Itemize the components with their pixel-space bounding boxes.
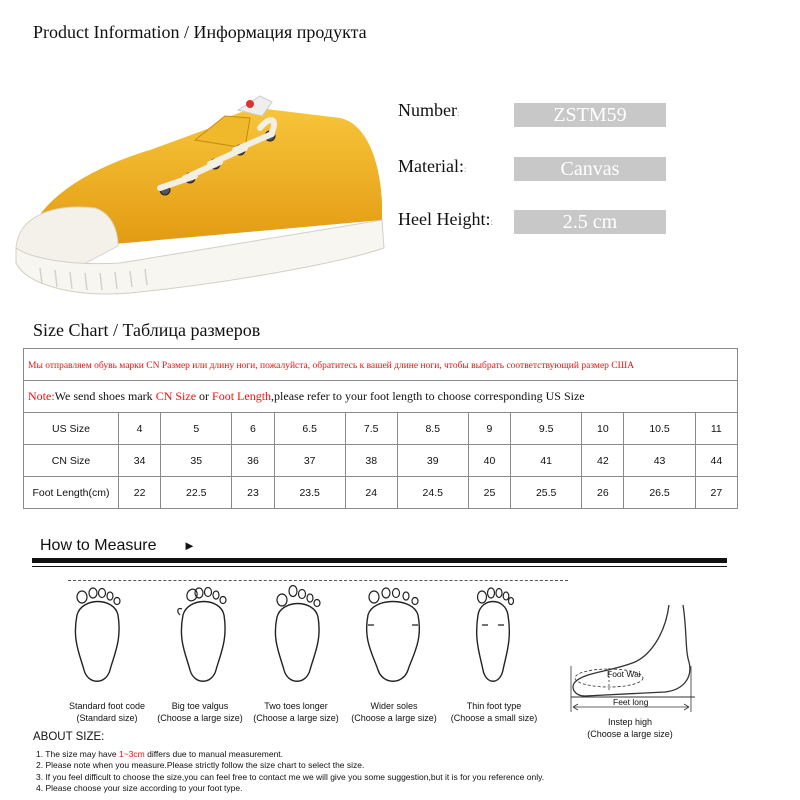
yellow-canvas-sneaker-image [10,88,395,308]
feet-long-label: Feet long [613,697,649,707]
heading-rule-thin [32,566,727,567]
foot-wai-label: Foot Wai [607,669,641,679]
size-row [24,413,738,445]
how-to-measure-heading: How to Measure [40,537,157,554]
size-row-label: CN Size [24,445,119,477]
two-toes-longer-name: Two toes longer [264,701,328,711]
about-item-2: 2. Please note when you measure.Please strictly follow the size chart to select the size. [36,760,365,771]
size-row-label: Foot Length(cm) [24,477,119,509]
about-item-3: 3. If you feel difficult to choose the size,you can feel free to contact me we will give you some suggestion,but it is for you reference only. [36,771,545,782]
size-rows [24,413,738,509]
about-item-1-pre: 1. The size may have [36,749,119,759]
standard-foot-caption [58,700,156,724]
wider-soles-foot-icon [358,585,428,695]
size-cell: 40 [468,445,510,477]
size-cell: 10 [582,413,624,445]
size-cell: 34 [119,445,161,477]
russian-note-text: Мы отправляем обувь марки CN Размер или длину ноги, пожалуйста, обратитесь к вашей длине ноги, чтобы выбрать соответствующий размер США [28,360,635,371]
size-cell: 42 [582,445,624,477]
wider-soles-name: Wider soles [370,701,418,711]
thin-foot-name: Thin foot type [466,701,522,711]
size-cell: 24.5 [397,477,468,509]
thin-foot-caption [444,700,544,724]
size-cell: 38 [345,445,397,477]
note-prefix: Note: [28,389,55,403]
size-cell: 10.5 [624,413,695,445]
size-cell: 9 [468,413,510,445]
size-cell: 44 [695,445,737,477]
size-cell: 37 [274,445,345,477]
size-cell: 24 [345,477,397,509]
size-cell: 25 [468,477,510,509]
spec-heel-height-label: Heel Height:: [398,209,493,229]
about-size-list [36,749,544,794]
size-cell: 6.5 [274,413,345,445]
size-row [24,445,738,477]
big-toe-valgus-note: (Choose a large size) [157,713,243,723]
instep-high-label: Instep high [607,717,653,727]
about-item-1-range: 1~3cm [119,749,145,759]
russian-note-row [24,349,738,381]
size-cell: 23 [232,477,274,509]
size-cell: 35 [161,445,232,477]
size-cell: 39 [397,445,468,477]
two-toes-longer-foot-icon [262,585,332,695]
spec-number-label: Number: [398,100,460,120]
note-cn-size: CN Size [155,389,197,403]
big-toe-valgus-caption [150,700,250,724]
about-size-heading: ABOUT SIZE: [33,731,105,743]
spec-material-value: Canvas [514,157,666,181]
two-toes-longer-note: (Choose a large size) [253,713,339,723]
size-cell: 7.5 [345,413,397,445]
size-row-label: US Size [24,413,119,445]
about-item-1-post: differs due to manual measurement. [144,749,284,759]
standard-foot-name: Standard foot code [68,701,146,711]
about-item-1 [36,749,544,760]
size-cell: 22.5 [161,477,232,509]
spec-heel-height-value: 2.5 cm [514,210,666,234]
size-cell: 27 [695,477,737,509]
spec-material-label: Material:: [398,156,467,176]
size-cell: 26 [582,477,624,509]
product-info-heading: Product Information / Информация продукта [33,22,367,42]
two-toes-longer-caption [246,700,346,724]
note-text-rest: ,please refer to your foot length to choose corresponding US Size [271,389,585,403]
standard-foot-note: (Standard size) [76,713,138,723]
english-note-row [24,381,738,413]
note-text-1: We send shoes mark [54,389,156,403]
size-cell: 25.5 [511,477,582,509]
size-cell: 26.5 [624,477,695,509]
about-item-4: 4. Please choose your size according to your foot type. [36,782,243,793]
side-foot-measure-icon [565,600,700,720]
thin-foot-icon [458,585,528,695]
size-cell: 5 [161,413,232,445]
size-cell: 36 [232,445,274,477]
size-cell: 43 [624,445,695,477]
instep-caption [580,716,680,740]
size-cell: 11 [695,413,737,445]
play-arrow-icon: ► [183,538,196,553]
standard-foot-icon [62,585,132,695]
big-toe-valgus-name: Big toe valgus [171,701,229,711]
note-foot-length: Foot Length [212,389,272,403]
size-cell: 41 [511,445,582,477]
thin-foot-note: (Choose a small size) [450,713,538,723]
spec-number-value: ZSTM59 [514,103,666,127]
instep-note: (Choose a large size) [587,729,673,739]
size-cell: 6 [232,413,274,445]
size-chart-table [23,348,738,509]
wider-soles-caption [344,700,444,724]
size-cell: 23.5 [274,477,345,509]
russian-note-cell [24,349,738,381]
size-cell: 22 [119,477,161,509]
size-cell: 9.5 [511,413,582,445]
note-or: or [196,389,213,403]
size-row [24,477,738,509]
wider-soles-note: (Choose a large size) [351,713,437,723]
toe-line-dashed [68,580,568,581]
english-note-cell [24,381,738,413]
big-toe-valgus-foot-icon [168,585,238,695]
size-cell: 8.5 [397,413,468,445]
heading-rule [32,558,727,563]
size-cell: 4 [119,413,161,445]
size-chart-heading: Size Chart / Таблица размеров [33,320,261,340]
